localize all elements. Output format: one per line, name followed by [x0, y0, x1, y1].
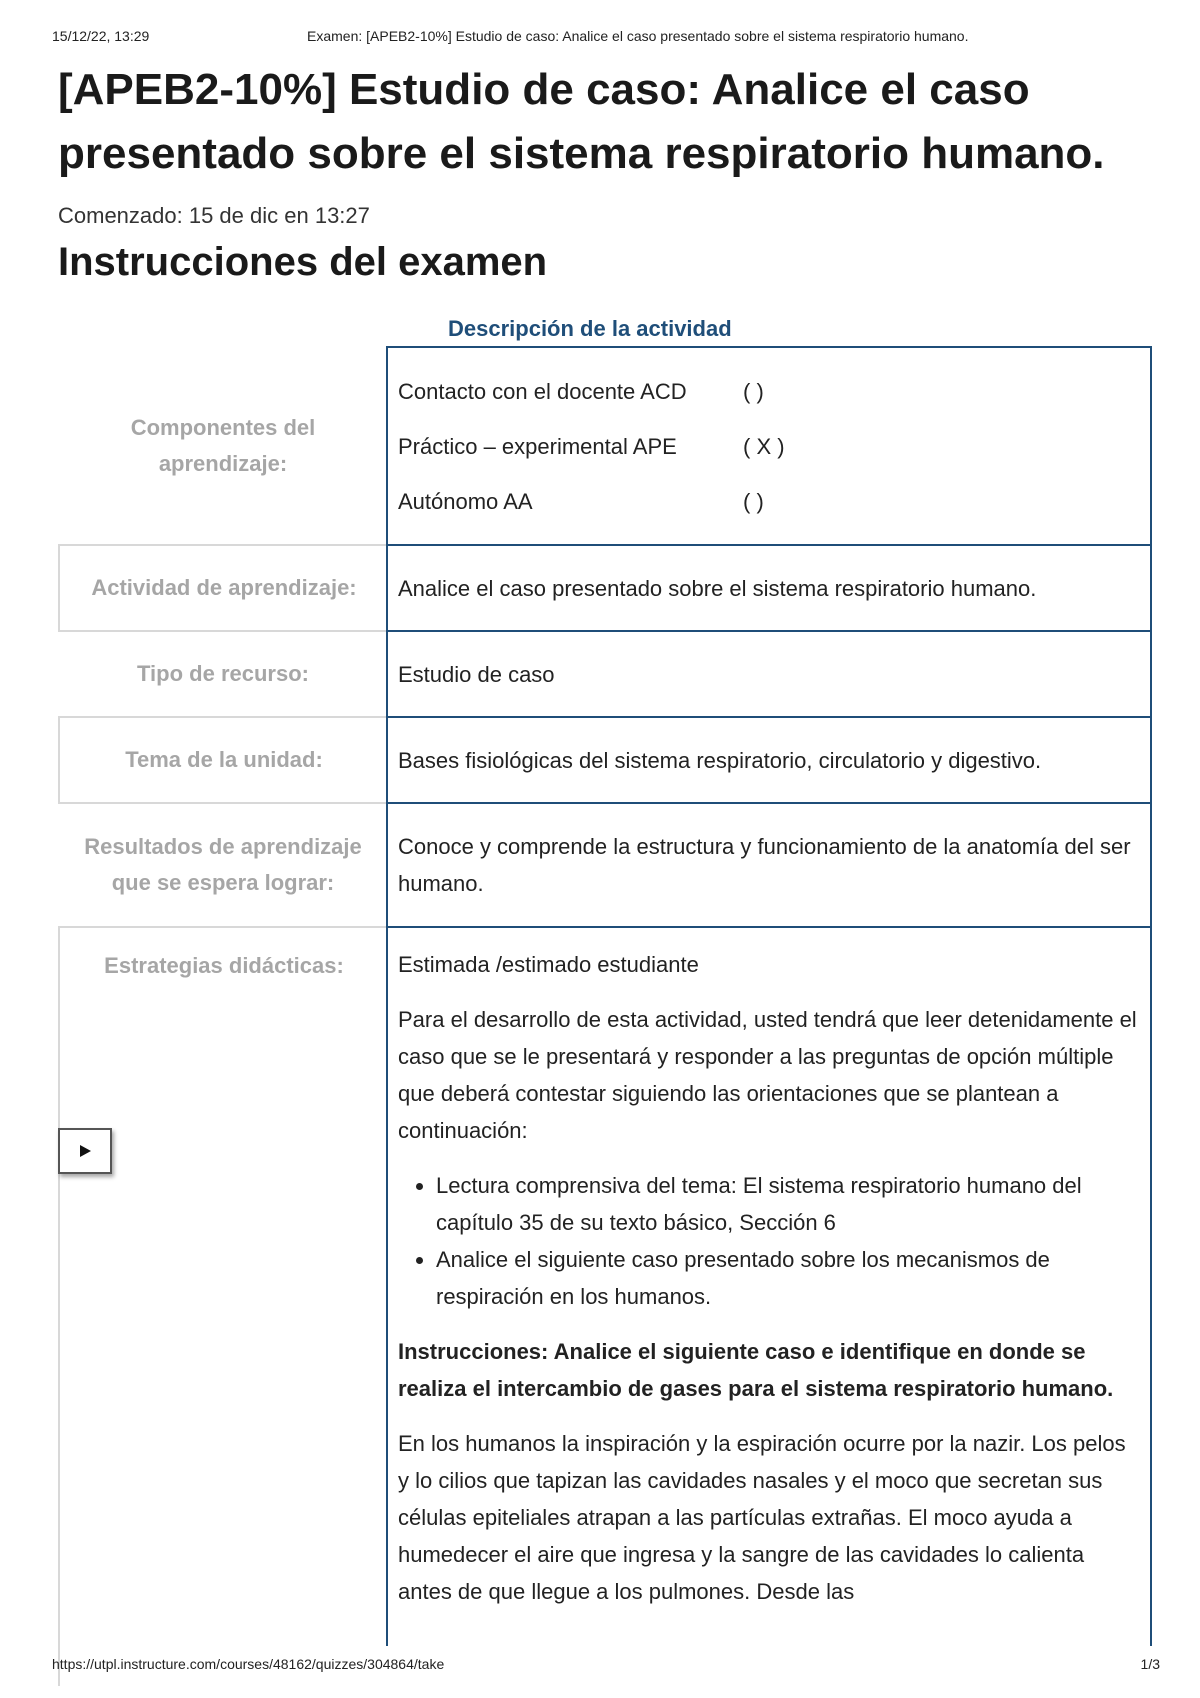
activity-value-text: Analice el caso presentado sobre el sistema respiratorio humano. [398, 575, 1037, 601]
play-button[interactable] [58, 1128, 112, 1174]
component-item [398, 419, 1140, 474]
play-icon [78, 1144, 92, 1158]
instructions-heading: Instrucciones del examen [58, 240, 548, 284]
activity-label: Actividad de aprendizaje: [58, 544, 388, 632]
component-name: Práctico – experimental APE [398, 433, 677, 459]
component-name: Contacto con el docente ACD [398, 378, 687, 404]
component-item [398, 364, 1140, 419]
print-date: 15/12/22, 13:29 [52, 28, 150, 44]
strategies-bullet-list [436, 1167, 1140, 1315]
component-item [398, 474, 1140, 529]
print-doc-title: Examen: [APEB2-10%] Estudio de caso: Analice el caso presentado sobre el sistema respiratorio humano. [307, 28, 969, 44]
outcomes-label [58, 802, 388, 928]
components-cell [386, 346, 1152, 546]
activity-value [386, 544, 1152, 632]
unit-topic-value-text: Bases fisiológicas del sistema respiratorio, circulatorio y digestivo. [398, 747, 1042, 773]
quiz-title: [APEB2-10%] Estudio de caso: Analice el caso presentado sobre el sistema respiratorio humano. [58, 65, 1105, 178]
components-label [58, 346, 388, 546]
print-page-number: 1/3 [1140, 1656, 1160, 1672]
unit-topic-label: Tema de la unidad: [58, 716, 388, 804]
case-instructions: Instrucciones: Analice el siguiente caso e identifique en donde se realiza el intercambio de gases para el sistema respiratorio humano. [398, 1339, 1114, 1401]
component-mark: ( ) [743, 488, 764, 514]
print-url: https://utpl.instructure.com/courses/48162/quizzes/304864/take [52, 1656, 445, 1672]
list-item: • Lectura comprensiva del tema: El sistema respiratorio humano del capítulo 35 de su texto básico, Sección 6 [436, 1167, 1140, 1241]
strategies-greeting: Estimada /estimado estudiante [398, 952, 699, 977]
outcomes-value [386, 802, 1152, 928]
quiz-started-time: Comenzado: 15 de dic en 13:27 [58, 203, 370, 228]
resource-label: Tipo de recurso: [137, 661, 309, 686]
unit-topic-value [386, 716, 1152, 804]
component-mark: ( ) [743, 378, 764, 404]
strategies-intro: Para el desarrollo de esta actividad, usted tendrá que leer detenidamente el caso que se le presentará y responder a las preguntas de opción múltiple que deberá contestar siguiendo las orientaciones que se plantean a continuación: [398, 1007, 1137, 1143]
list-item: • Analice el siguiente caso presentado sobre los mecanismos de respiración en los humanos. [436, 1241, 1140, 1315]
resource-value-text: Estudio de caso [398, 661, 555, 687]
resource-value [386, 630, 1152, 718]
case-text: En los humanos la inspiración y la espiración ocurre por la nazir. Los pelos y lo cilios que tapizan las cavidades nasales y el moco que secretan sus células epiteliales atrapan a las partículas extrañas. El moco ayuda a humedecer el aire que ingresa y la sangre de las cavidades lo calienta antes de que llegue a los pulmones. Desde las [398, 1431, 1126, 1604]
component-name: Autónomo AA [398, 488, 533, 514]
outcomes-value-text: Conoce y comprende la estructura y funcionamiento de la anatomía del ser humano. [398, 834, 1131, 896]
strategies-value [386, 926, 1152, 1646]
components-label-text: Componentes del aprendizaje: [130, 415, 316, 476]
outcomes-label-text: Resultados de aprendizaje que se espera lograr: [84, 834, 362, 895]
component-mark: ( X ) [743, 433, 785, 459]
strategies-label: Estrategias didácticas: [58, 926, 388, 1686]
description-heading: Descripción de la actividad [448, 316, 732, 341]
